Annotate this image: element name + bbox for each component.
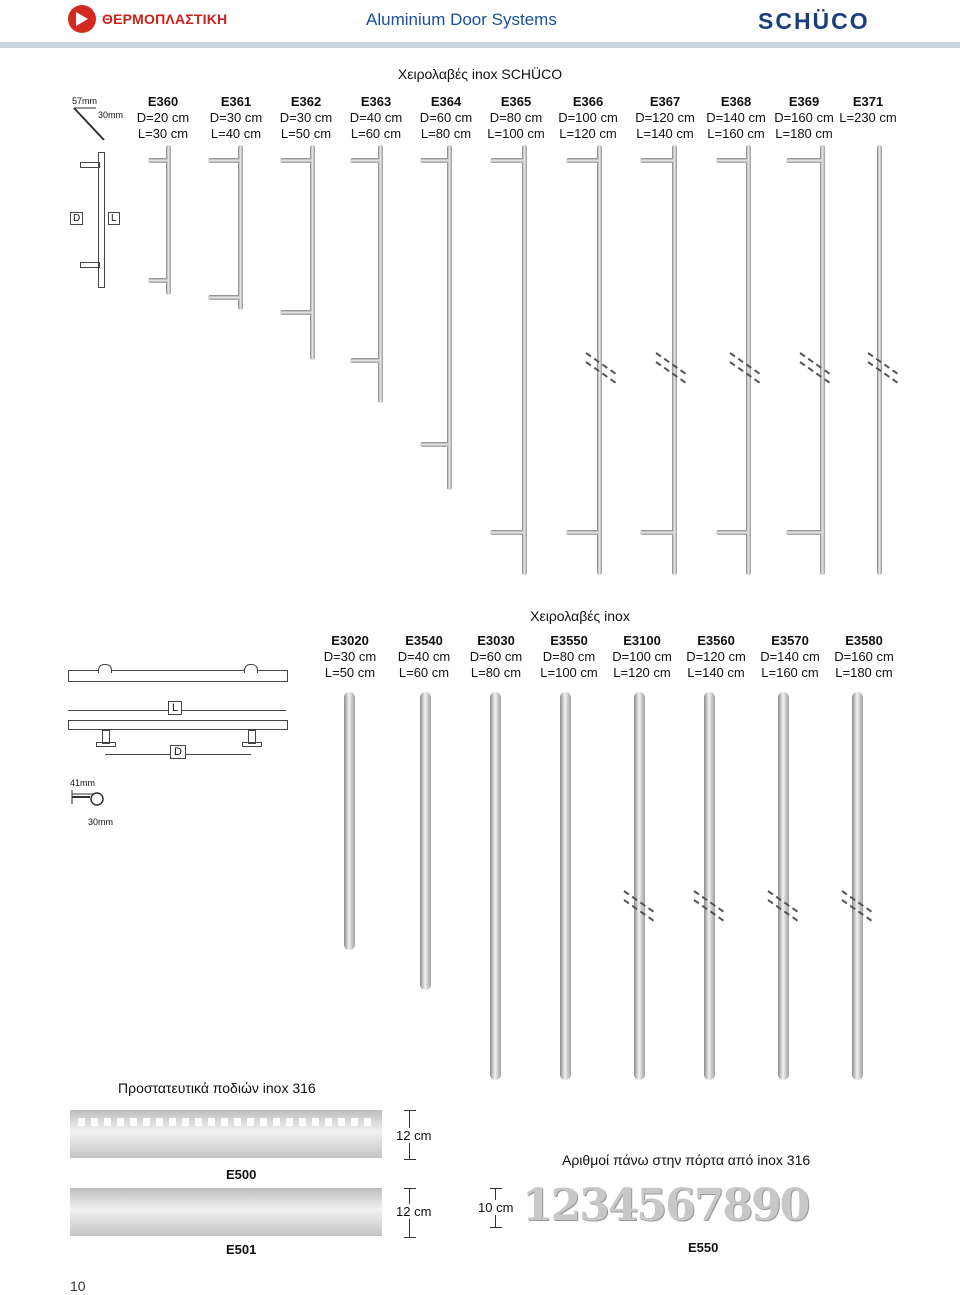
handle-spec-e366: E366 D=100 cm L=120 cm xyxy=(558,94,618,141)
dim-d-label: D xyxy=(70,212,83,225)
profile-side-dim: 30mm xyxy=(98,110,124,120)
handle-spec-e3550: E3550 D=80 cm L=100 cm xyxy=(540,633,598,680)
digit-6: 6 xyxy=(665,1180,694,1231)
handle-spec-e361: E361 D=30 cm L=40 cm xyxy=(209,94,263,141)
brand-logo: SCHÜCO xyxy=(758,8,870,34)
page-number: 10 xyxy=(70,1278,86,1294)
handle-spec-e3100: E3100 D=100 cm L=120 cm xyxy=(612,633,672,680)
section3-title: Προστατευτικά ποδιών inox 316 xyxy=(118,1080,316,1096)
handle-spec-e368: E368 D=140 cm L=160 cm xyxy=(706,94,766,141)
numbers-height: 10 cm xyxy=(478,1200,514,1215)
section2-title: Χειρολαβές inox xyxy=(530,608,630,624)
digit-4: 4 xyxy=(607,1180,637,1231)
digit-9: 9 xyxy=(751,1180,780,1231)
company-name: ΘΕΡΜΟΠΛΑΣΤΙΚΗ xyxy=(102,11,228,27)
handle-spec-e3030: E3030 D=60 cm L=80 cm xyxy=(469,633,523,680)
profile-top-dim-2: 41mm xyxy=(70,778,96,788)
profile-top-dim: 57mm xyxy=(72,96,98,106)
section1-title: Χειρολαβές inox SCHÜCO xyxy=(397,66,563,82)
handle-spec-e3580: E3580 D=160 cm L=180 cm xyxy=(834,633,894,680)
digit-3: 3 xyxy=(579,1180,608,1231)
profile-side-dim-2: 30mm xyxy=(88,817,114,827)
dim-d-label-2: D xyxy=(170,745,186,759)
handle-spec-e362: E362 D=30 cm L=50 cm xyxy=(279,94,333,141)
company-logo-icon xyxy=(68,5,96,33)
profile-shape-icon xyxy=(68,104,108,144)
bar-handle-diagram xyxy=(68,662,292,842)
handle-spec-e360: E360 D=20 cm L=30 cm xyxy=(136,94,190,141)
handle-spec-e3560: E3560 D=120 cm L=140 cm xyxy=(686,633,746,680)
company-logo xyxy=(68,5,227,33)
digit-8: 8 xyxy=(722,1180,751,1231)
kick-plate-e500-code: E500 xyxy=(226,1167,257,1182)
header-title: Aluminium Door Systems xyxy=(366,10,557,29)
digit-5: 5 xyxy=(636,1180,666,1231)
handle-spec-e3570: E3570 D=140 cm L=160 cm xyxy=(760,633,820,680)
handle-spec-e369: E369 D=160 cm L=180 cm xyxy=(774,94,834,141)
handle-spec-e3540: E3540 D=40 cm L=60 cm xyxy=(397,633,451,680)
handle-spec-e371: E371 L=230 cm xyxy=(839,94,897,125)
handle-spec-e365: E365 D=80 cm L=100 cm xyxy=(487,94,545,141)
digit-7: 7 xyxy=(693,1180,723,1231)
kick-plate-height-1: 12 cm xyxy=(396,1128,432,1143)
digit-2: 2 xyxy=(550,1180,580,1231)
handle-spec-e367: E367 D=120 cm L=140 cm xyxy=(635,94,695,141)
dim-l-label-2: L xyxy=(168,701,182,715)
section4-title: Αριθμοί πάνω στην πόρτα από inox 316 xyxy=(562,1152,811,1168)
handle-spec-e363: E363 D=40 cm L=60 cm xyxy=(349,94,403,141)
kick-plate-e501-image xyxy=(70,1188,382,1236)
round-profile-icon xyxy=(68,788,108,818)
handle-spec-e3020: E3020 D=30 cm L=50 cm xyxy=(323,633,377,680)
kick-plate-height-2: 12 cm xyxy=(396,1204,432,1219)
handle-dimension-diagram xyxy=(68,152,130,292)
kick-plate-e500-image xyxy=(70,1110,382,1158)
kick-plate-e501-code: E501 xyxy=(226,1242,257,1257)
handle-profile-diagram xyxy=(68,92,128,152)
house-numbers-code: E550 xyxy=(688,1240,719,1255)
digit-1: 1 xyxy=(522,1180,551,1231)
handle-spec-e364: E364 D=60 cm L=80 cm xyxy=(419,94,473,141)
digit-0: 0 xyxy=(779,1180,809,1231)
dim-l-label: L xyxy=(108,212,120,225)
house-numbers-image xyxy=(522,1180,808,1231)
